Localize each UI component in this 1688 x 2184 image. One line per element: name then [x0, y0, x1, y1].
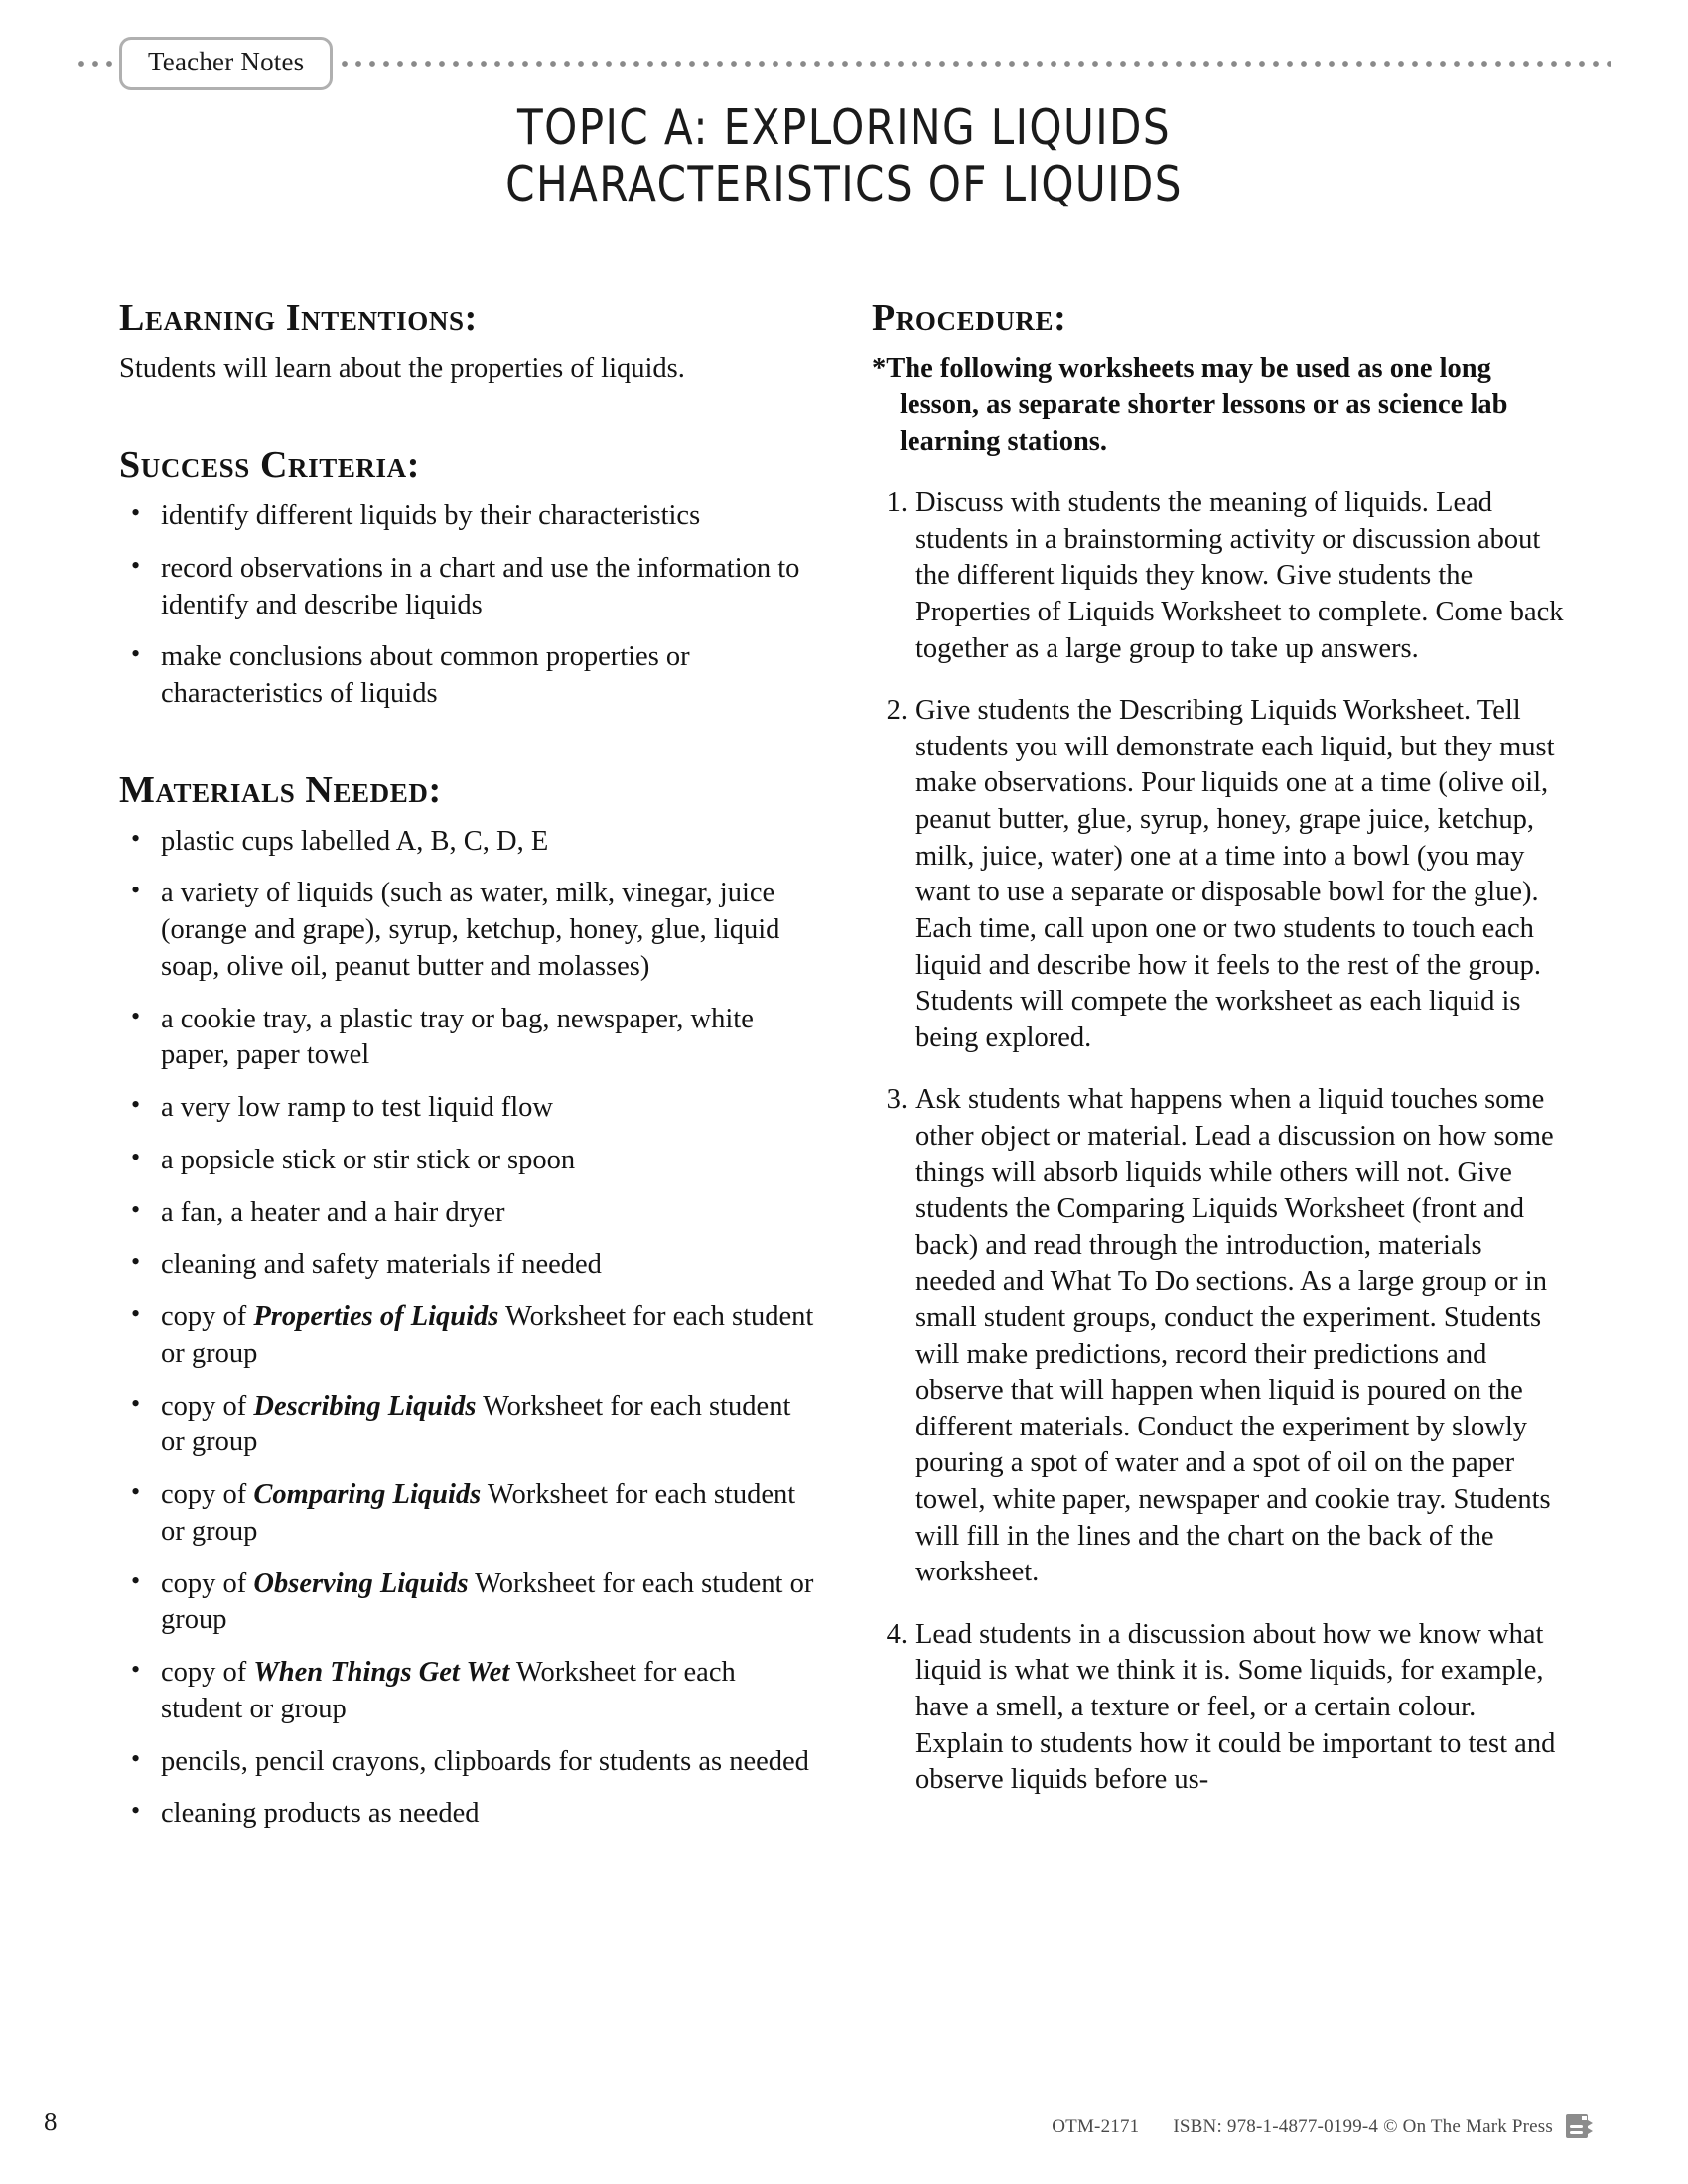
product-code: OTM-2171	[1052, 2116, 1140, 2137]
worksheet-prefix: copy of	[161, 1568, 254, 1599]
procedure-step: Give students the Describing Liquids Worksheet. Tell students you will demonstrate each liquid, but they must make observations. Pour liquids one at a time (olive oil, peanut butter, glue, syrup, honey, grape juice, ketchup, milk, juice, water) one at a time into a bowl (you may want to use a separate or disposable bowl for the glue). Each time, call upon one or two students to touch each liquid and describe how it feels to the rest of the group. Students will compete the worksheet as each liquid is being explored.	[915, 695, 1555, 1053]
dotted-rule-right-icon	[341, 60, 1611, 68]
list-item: • identify different liquids by their characteristics	[119, 498, 816, 535]
teacher-notes-tab[interactable]: Teacher Notes	[119, 37, 333, 90]
page-number: 8	[44, 2107, 58, 2136]
worksheet-title: Comparing Liquids	[253, 1479, 482, 1511]
procedure-steps-list	[872, 485, 1569, 1799]
list-item: • cleaning products as needed	[119, 1796, 816, 1833]
footer-metadata	[1052, 2111, 1597, 2144]
heading-success-criteria: Success Criteria:	[119, 444, 420, 486]
worksheet-prefix: copy of	[161, 1657, 254, 1689]
worksheet-suffix: Worksheet for each student or group	[161, 1657, 736, 1724]
page-header	[77, 38, 1611, 89]
list-item-worksheet	[119, 1299, 816, 1373]
worksheet-title: When Things Get Wet	[253, 1657, 510, 1689]
list-item-worksheet	[119, 1389, 816, 1462]
procedure-step: Lead students in a discussion about how we know what liquid is what we think it is. Some liquids, for example, have a smell, a texture or feel, or a certain colour. Explain to students how it could be important to test and observe liquids before us-	[915, 1618, 1556, 1796]
title-line-topic: TOPIC A: EXPLORING LIQUIDS	[517, 99, 1171, 156]
worksheet-prefix: copy of	[161, 1479, 254, 1511]
worksheet-title: Describing Liquids	[253, 1390, 477, 1422]
list-item-worksheet	[119, 1655, 816, 1728]
list-item: • a fan, a heater and a hair dryer	[119, 1195, 816, 1232]
list-item: • record observations in a chart and use the information to identify and describe liquids	[119, 551, 816, 624]
heading-materials-needed: Materials Needed:	[119, 768, 442, 811]
isbn-copyright: ISBN: 978-1-4877-0199-4 © On The Mark Press	[1173, 2116, 1553, 2137]
book-logo-icon	[1563, 2111, 1597, 2144]
worksheet-title: Observing Liquids	[253, 1568, 469, 1599]
right-column	[872, 298, 1569, 1848]
worksheet-suffix: Worksheet for each student or group	[161, 1301, 814, 1369]
content-columns	[119, 298, 1569, 1848]
left-column	[119, 298, 816, 1848]
worksheet-prefix: copy of	[161, 1301, 254, 1333]
materials-needed-list	[119, 824, 816, 1834]
list-item: • a variety of liquids (such as water, milk, vinegar, juice (orange and grape), syrup, ketchup, honey, glue, liquid soap, olive oil, peanut butter and molasses)	[119, 876, 816, 985]
title-line-subject: CHARACTERISTICS OF LIQUIDS	[505, 156, 1183, 213]
worksheet-suffix: Worksheet for each student or group	[161, 1390, 791, 1458]
page-title	[0, 99, 1688, 213]
worksheet-suffix: Worksheet for each student or group	[161, 1479, 796, 1547]
list-item-worksheet	[119, 1477, 816, 1551]
worksheet-prefix: copy of	[161, 1390, 254, 1422]
list-item: • a popsicle stick or stir stick or spoon	[119, 1143, 816, 1179]
procedure-step: Ask students what happens when a liquid touches some other object or material. Lead a discussion on how some things will absorb liquids while others will not. Give students the Comparing Liquids Worksheet (front and back) and read through the introduction, materials needed and What To Do sections. As a large group or in small student groups, conduct the experiment. Students will make predictions, record their predictions and observe that will happen when liquid is poured on the different materials. Conduct the experiment by slowly pouring a spot of water and a spot of oil on the paper towel, white paper, newspaper and cookie tray. Students will fill in the lines and the chart on the back of the worksheet.	[915, 1084, 1554, 1588]
heading-learning-intentions: Learning Intentions:	[119, 297, 478, 339]
list-item: • cleaning and safety materials if needed	[119, 1247, 816, 1284]
list-item-worksheet	[119, 1567, 816, 1640]
worksheet-title: Properties of Liquids	[253, 1301, 499, 1333]
list-item: • plastic cups labelled A, B, C, D, E	[119, 824, 816, 861]
learning-intentions-text: Students will learn about the properties of liquids.	[119, 352, 685, 384]
list-item: • make conclusions about common properties or characteristics of liquids	[119, 639, 816, 713]
heading-procedure: Procedure:	[872, 297, 1067, 339]
dotted-rule-left-icon	[77, 60, 119, 68]
procedure-step: Discuss with students the meaning of liquids. Lead students in a brainstorming activity or discussion about the different liquids they know. Give students the Properties of Liquids Worksheet to complete. Come back together as a large group to take up answers.	[915, 487, 1564, 664]
worksheet-suffix: Worksheet for each student or group	[161, 1568, 814, 1636]
list-item: • a very low ramp to test liquid flow	[119, 1090, 816, 1127]
list-item: • pencils, pencil crayons, clipboards for students as needed	[119, 1744, 816, 1781]
success-criteria-list	[119, 498, 816, 713]
procedure-note: *The following worksheets may be used as one long lesson, as separate shorter lessons or as science lab learning stations.	[872, 352, 1508, 457]
list-item: • a cookie tray, a plastic tray or bag, newspaper, white paper, paper towel	[119, 1002, 816, 1075]
